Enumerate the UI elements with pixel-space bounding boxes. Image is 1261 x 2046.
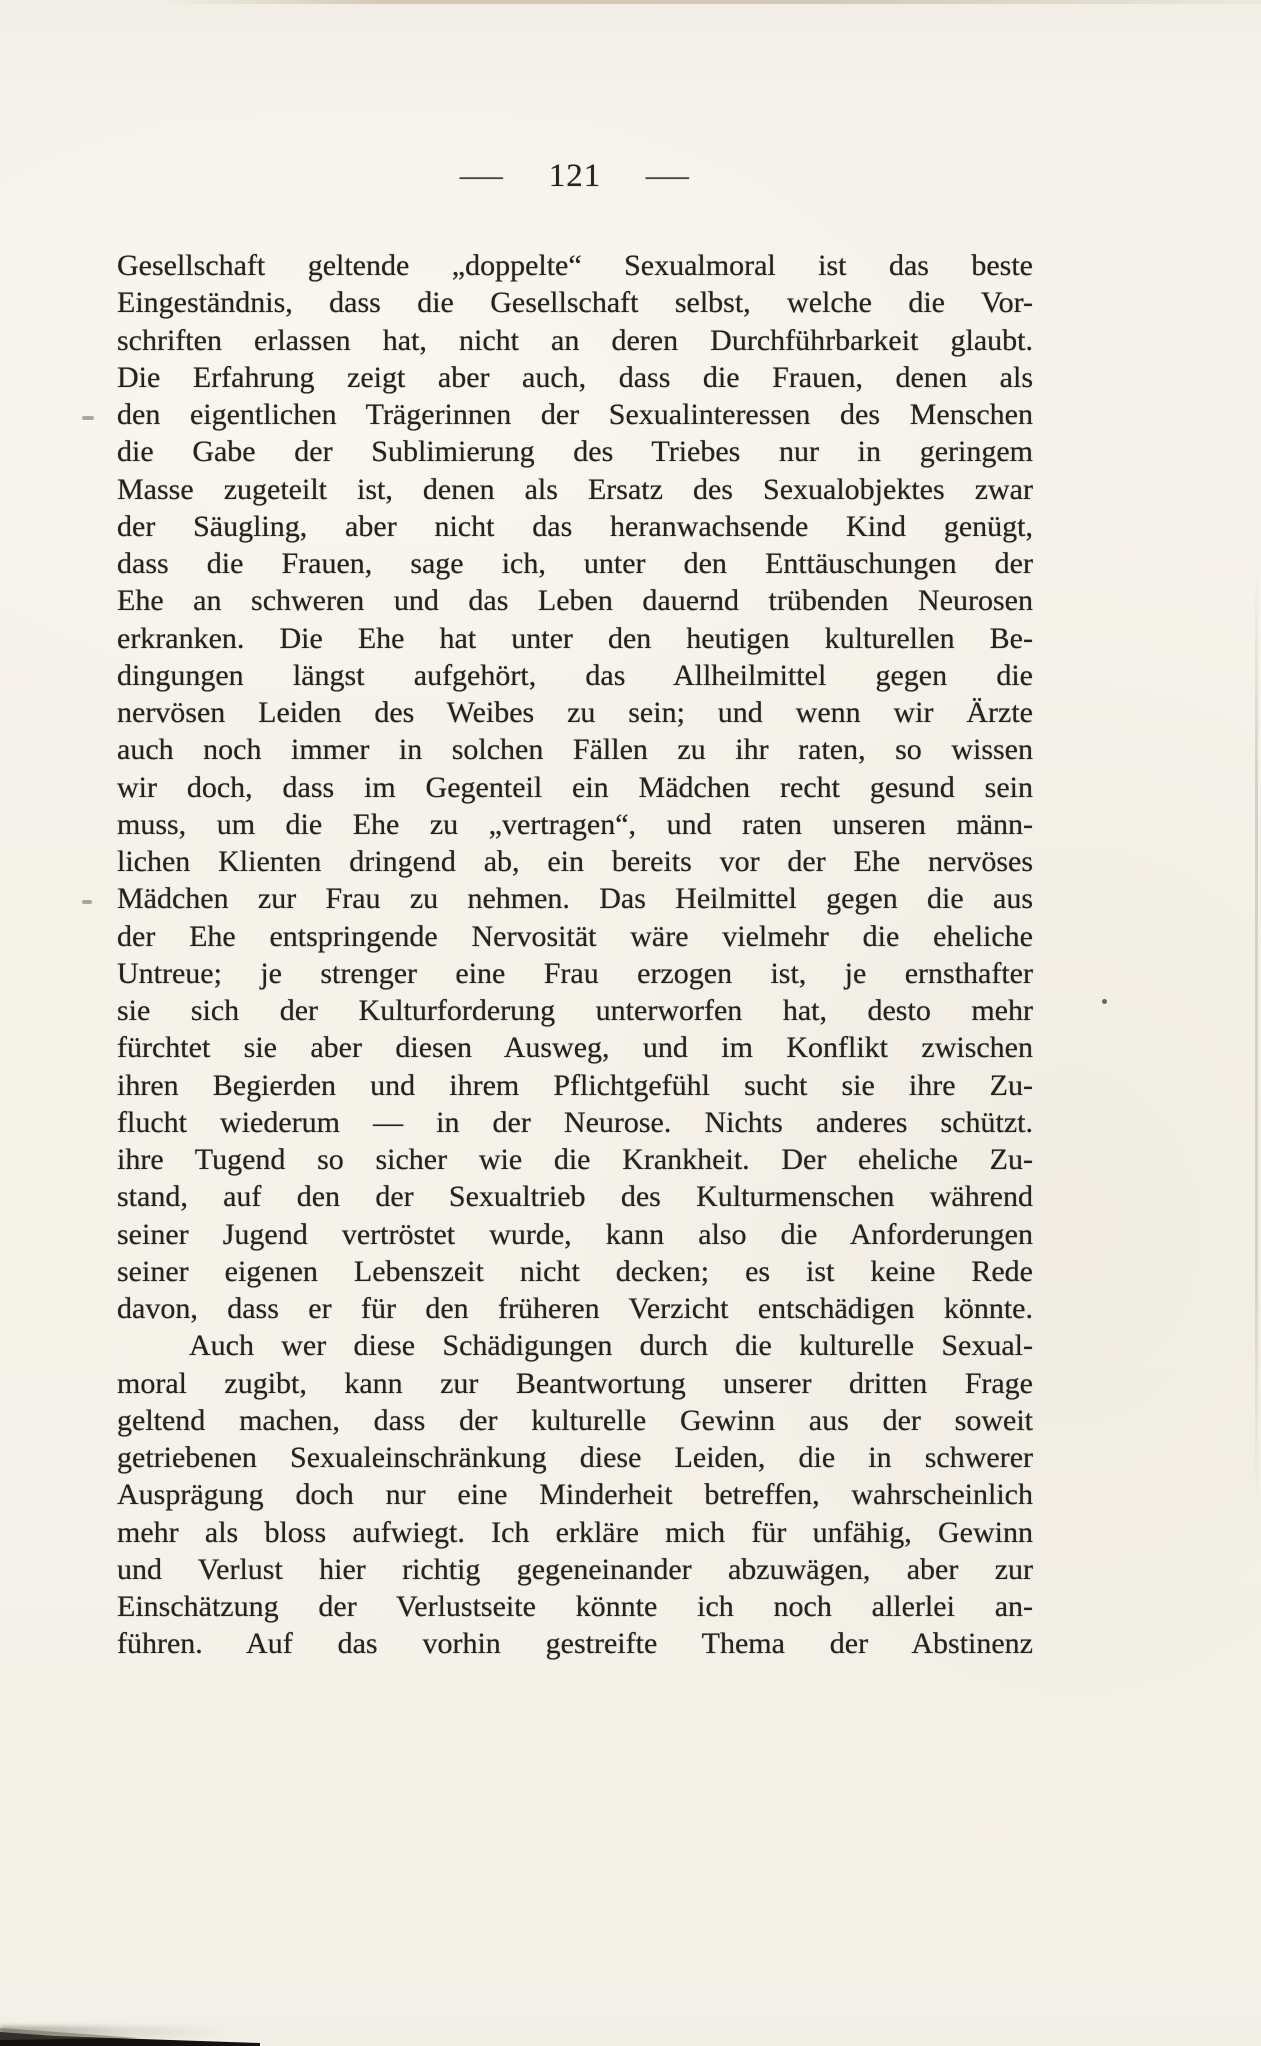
text-line: Mädchen zur Frau zu nehmen. Das Heilmittel gegen die aus bbox=[117, 882, 1033, 916]
text-line: lichen Klienten dringend ab, ein bereits vor der Ehe nervöses bbox=[117, 845, 1033, 878]
text-line: Einschätzung der Verlustseite könnte ich noch allerlei an- bbox=[117, 1590, 1033, 1623]
text-line: führen. Auf das vorhin gestreifte Thema der Abstinenz bbox=[117, 1627, 1033, 1661]
text-line: dingungen längst aufgehört, das Allheilmittel gegen die bbox=[117, 658, 1033, 692]
text-line: Auch wer diese Schädigungen durch die kulturelle Sexual- bbox=[189, 1329, 1033, 1363]
text-line: nervösen Leiden des Weibes zu sein; und wenn wir Ärzte bbox=[117, 696, 1033, 729]
text-line: stand, auf den der Sexualtrieb des Kulturmenschen während bbox=[117, 1180, 1033, 1214]
text-line: mehr als bloss aufwiegt. Ich erkläre mich für unfähig, Gewinn bbox=[117, 1515, 1033, 1549]
text-line: und Verlust hier richtig gegeneinander abzuwägen, aber zur bbox=[117, 1552, 1033, 1586]
text-line: Ausprägung doch nur eine Minderheit betreffen, wahrscheinlich bbox=[117, 1478, 1033, 1512]
text-line: auch noch immer in solchen Fällen zu ihr raten, so wissen bbox=[117, 733, 1033, 767]
text-line: die Gabe der Sublimierung des Triebes nur in geringem bbox=[117, 435, 1033, 469]
page-number: 121 bbox=[548, 158, 602, 194]
text-line: Die Erfahrung zeigt aber auch, dass die Frauen, denen als bbox=[117, 360, 1033, 394]
text-line: wir doch, dass im Gegenteil ein Mädchen recht gesund sein bbox=[117, 770, 1033, 804]
text-line: geltend machen, dass der kulturelle Gewinn aus der soweit bbox=[117, 1403, 1033, 1437]
text-line: fürchtet sie aber diesen Ausweg, und im Konflikt zwischen bbox=[117, 1031, 1033, 1065]
text-line: moral zugibt, kann zur Beantwortung unserer dritten Frage bbox=[117, 1366, 1033, 1400]
text-line: der Säugling, aber nicht das heranwachsende Kind genügt, bbox=[117, 509, 1033, 543]
text-line: ihren Begierden und ihrem Pflichtgefühl sucht sie ihre Zu- bbox=[117, 1068, 1033, 1102]
text-line: sie sich der Kulturforderung unterworfen hat, desto mehr bbox=[117, 994, 1033, 1027]
header-dash-right: — bbox=[646, 158, 691, 194]
text-line: Gesellschaft geltende „doppelte“ Sexualmoral ist das beste bbox=[117, 249, 1033, 282]
text-line: erkranken. Die Ehe hat unter den heutigen kulturellen Be- bbox=[117, 621, 1033, 655]
text-line: den eigentlichen Trägerinnen der Sexualinteressen des Menschen bbox=[117, 398, 1033, 431]
text-line: ihre Tugend so sicher wie die Krankheit. Der eheliche Zu- bbox=[117, 1143, 1033, 1176]
header-dash-left: — bbox=[459, 158, 504, 194]
text-line: seiner Jugend vertröstet wurde, kann also die Anforderungen bbox=[117, 1217, 1033, 1251]
text-line: Untreue; je strenger eine Frau erzogen ist, je ernsthafter bbox=[117, 956, 1033, 990]
text-line: der Ehe entspringende Nervosität wäre vielmehr die eheliche bbox=[117, 919, 1033, 953]
text-line: getriebenen Sexualeinschränkung diese Leiden, die in schwerer bbox=[117, 1441, 1033, 1474]
text-line: muss, um die Ehe zu „vertragen“, und raten unseren männ- bbox=[117, 807, 1033, 841]
text-line: Masse zugeteilt ist, denen als Ersatz des Sexualobjektes zwar bbox=[117, 472, 1033, 506]
text-line: seiner eigenen Lebenszeit nicht decken; es ist keine Rede bbox=[117, 1254, 1033, 1288]
text-line: Ehe an schweren und das Leben dauernd trübenden Neurosen bbox=[117, 584, 1033, 618]
text-line: davon, dass er für den früheren Verzicht entschädigen könnte. bbox=[117, 1292, 1033, 1325]
text-line: flucht wiederum — in der Neurose. Nichts anderes schützt. bbox=[117, 1105, 1033, 1139]
text-line: schriften erlassen hat, nicht an deren Durchführbarkeit glaubt. bbox=[117, 323, 1033, 357]
text-line: Eingeständnis, dass die Gesellschaft selbst, welche die Vor- bbox=[117, 286, 1033, 320]
text-line: dass die Frauen, sage ich, unter den Enttäuschungen der bbox=[117, 547, 1033, 580]
